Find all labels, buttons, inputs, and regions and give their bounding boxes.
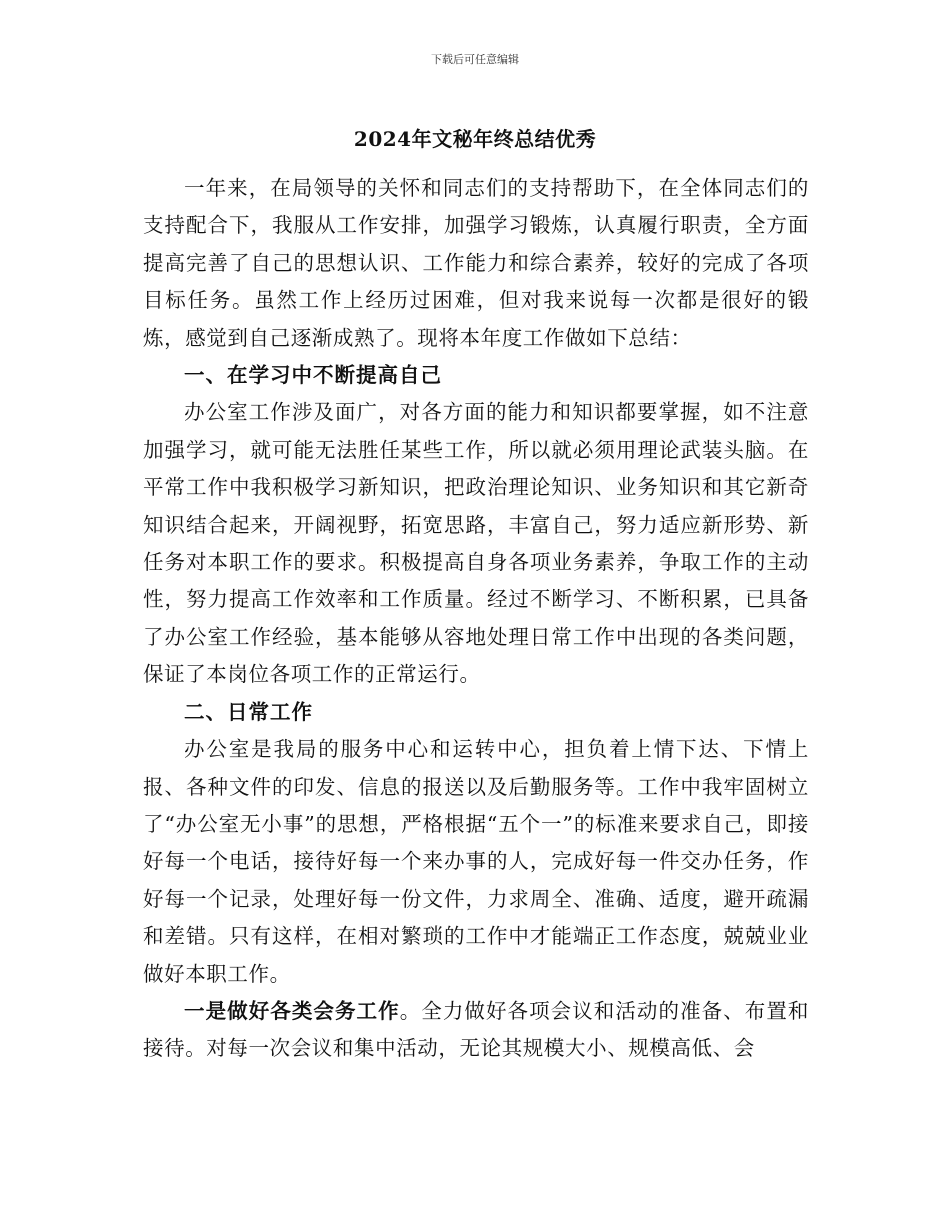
paragraph-daily-work: 办公室是我局的服务中心和运转中心，担负着上情下达、下情上报、各种文件的印发、信息的报送以及后勤服务等。工作中我牢固树立了“办公室无小事”的思想，严格根据“五个一”的标准来要求自己，即接好每一个电话，接待好每一个来办事的人，完成好每一件交办任务，作好每一个记录，处理好每一份文件，力求周全、准确、适度，避开疏漏和差错。只有这样，在相对繁琐的工作中才能端正工作态度，兢兢业业做好本职工作。 bbox=[143, 737, 809, 986]
document-body bbox=[143, 170, 809, 1068]
paragraph-meeting-work bbox=[143, 993, 809, 1068]
paragraph-meeting-lead: 一是做好各类会务工作 bbox=[184, 998, 400, 1023]
document-title: 2024年文秘年终总结优秀 bbox=[353, 127, 597, 151]
paragraph-meeting-text: 。全力做好各项会议和活动的准备、布置和接待。对每一次会议和集中活动，无论其规模大小、规模高低、会 bbox=[143, 998, 810, 1061]
paragraph-intro: 一年来，在局领导的关怀和同志们的支持帮助下，在全体同志们的支持配合下，我服从工作安排，加强学习锻炼，认真履行职责，全方面提高完善了自己的思想认识、工作能力和综合素养，较好的完成了各项目标任务。虽然工作上经历过困难，但对我来说每一次都是很好的锻炼，感觉到自己逐渐成熟了。现将本年度工作做如下总结： bbox=[143, 176, 809, 350]
section-heading-daily-work: 二、日常工作 bbox=[184, 699, 313, 724]
paragraph-study: 办公室工作涉及面广，对各方面的能力和知识都要掌握，如不注意加强学习，就可能无法胜任某些工作，所以就必须用理论武装头脑。在平常工作中我积极学习新知识，把政治理论知识、业务知识和其它新奇知识结合起来，开阔视野，拓宽思路，丰富自己，努力适应新形势、新任务对本职工作的要求。积极提高自身各项业务素养，争取工作的主动性，努力提高工作效率和工作质量。经过不断学习、不断积累，已具备了办公室工作经验，基本能够从容地处理日常工作中出现的各类问题，保证了本岗位各项工作的正常运行。 bbox=[143, 400, 809, 687]
page-header-note: 下载后可任意编辑 bbox=[431, 53, 519, 66]
section-heading-study: 一、在学习中不断提高自己 bbox=[184, 363, 442, 388]
